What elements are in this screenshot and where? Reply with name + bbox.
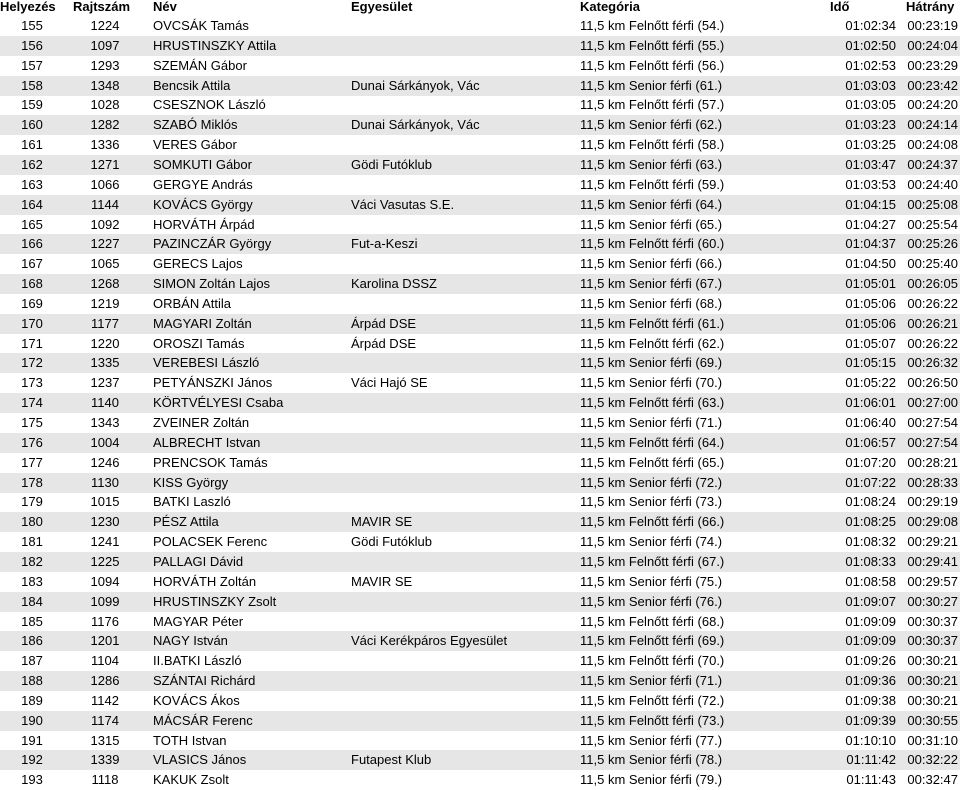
cell-category: 11,5 km Senior férfi (79.)	[580, 772, 723, 788]
cell-gap: 00:31:10	[907, 732, 958, 748]
header-bib: Rajtszám	[73, 0, 131, 14]
cell-category: 11,5 km Felnőtt férfi (63.)	[580, 395, 725, 411]
cell-gap: 00:32:47	[907, 772, 958, 788]
cell-position: 156	[21, 37, 43, 53]
cell-bib: 1348	[90, 77, 120, 93]
cell-name: HRUSTINSZKY Zsolt	[153, 593, 277, 609]
cell-club: Dunai Sárkányok, Vác	[351, 117, 480, 133]
cell-time: 01:08:32	[845, 534, 896, 550]
table-row	[0, 731, 960, 751]
cell-position: 177	[21, 454, 43, 470]
cell-time: 01:09:36	[845, 673, 896, 689]
cell-time: 01:04:37	[845, 236, 896, 252]
cell-club: MAVIR SE	[351, 573, 413, 589]
cell-position: 164	[21, 196, 43, 212]
cell-category: 11,5 km Senior férfi (73.)	[580, 494, 723, 510]
cell-position: 181	[21, 534, 43, 550]
cell-bib: 1282	[90, 117, 120, 133]
cell-club: Gödi Futóklub	[351, 156, 432, 172]
cell-time: 01:08:33	[845, 553, 896, 569]
cell-name: SOMKUTI Gábor	[153, 156, 252, 172]
table-row	[0, 314, 960, 334]
cell-gap: 00:29:08	[907, 514, 958, 530]
cell-bib: 1225	[90, 553, 120, 569]
cell-name: PÉSZ Attila	[153, 514, 219, 530]
cell-bib: 1201	[90, 633, 120, 649]
cell-bib: 1015	[90, 494, 120, 510]
table-row	[0, 651, 960, 671]
cell-bib: 1144	[91, 196, 119, 212]
cell-time: 01:03:03	[845, 77, 896, 93]
cell-position: 190	[21, 712, 43, 728]
cell-bib: 1142	[91, 692, 119, 708]
cell-bib: 1227	[90, 236, 120, 252]
cell-bib: 1118	[91, 772, 119, 788]
cell-position: 155	[21, 18, 43, 33]
cell-bib: 1174	[91, 712, 119, 728]
cell-category: 11,5 km Senior férfi (65.)	[580, 216, 723, 232]
cell-time: 01:08:58	[845, 573, 896, 589]
table-row	[0, 433, 960, 453]
cell-club: Karolina DSSZ	[351, 276, 437, 292]
cell-gap: 00:25:26	[907, 236, 958, 252]
cell-position: 176	[21, 434, 43, 450]
cell-bib: 1343	[90, 415, 120, 430]
table-row	[0, 76, 960, 96]
cell-position: 170	[21, 315, 43, 331]
cell-gap: 00:27:00	[907, 395, 958, 411]
cell-category: 11,5 km Senior férfi (75.)	[580, 573, 723, 589]
cell-gap: 00:26:21	[907, 315, 958, 331]
cell-position: 165	[21, 216, 43, 232]
cell-name: POLACSEK Ferenc	[153, 534, 268, 550]
cell-bib: 1293	[90, 57, 120, 73]
cell-name: PETYÁNSZKI János	[153, 375, 273, 391]
cell-time: 01:09:07	[845, 593, 896, 609]
cell-name: BATKI Laszló	[153, 494, 231, 510]
cell-position: 178	[21, 474, 43, 490]
cell-bib: 1004	[90, 434, 120, 450]
cell-name: ZVEINER Zoltán	[153, 415, 250, 430]
cell-gap: 00:24:08	[907, 137, 958, 153]
cell-category: 11,5 km Felnőtt férfi (61.)	[580, 315, 725, 331]
cell-gap: 00:28:33	[907, 474, 958, 490]
cell-gap: 00:30:21	[907, 692, 958, 708]
cell-name: SZEMÁN Gábor	[153, 57, 247, 73]
cell-bib: 1230	[90, 514, 120, 530]
cell-position: 193	[21, 772, 43, 788]
cell-gap: 00:29:57	[907, 573, 958, 589]
cell-category: 11,5 km Felnőtt férfi (70.)	[580, 653, 725, 669]
cell-gap: 00:23:19	[907, 18, 958, 33]
cell-bib: 1219	[90, 295, 120, 311]
cell-position: 157	[21, 57, 43, 73]
cell-category: 11,5 km Senior férfi (78.)	[580, 752, 723, 768]
cell-position: 186	[21, 633, 43, 649]
cell-bib: 1028	[90, 97, 120, 113]
cell-time: 01:11:43	[846, 772, 896, 788]
cell-name: PALLAGI Dávid	[153, 553, 244, 569]
table-row	[0, 770, 960, 790]
cell-bib: 1104	[91, 653, 119, 669]
table-row	[0, 393, 960, 413]
cell-position: 172	[21, 355, 43, 371]
cell-gap: 00:28:21	[907, 454, 958, 470]
cell-time: 01:07:22	[845, 474, 896, 490]
cell-bib: 1097	[90, 37, 120, 53]
table-row	[0, 631, 960, 651]
cell-category: 11,5 km Senior férfi (76.)	[580, 593, 723, 609]
cell-bib: 1099	[90, 593, 120, 609]
cell-time: 01:09:26	[845, 653, 896, 669]
cell-time: 01:03:05	[845, 97, 896, 113]
cell-gap: 00:30:55	[907, 712, 958, 728]
cell-time: 01:03:47	[845, 156, 896, 172]
cell-gap: 00:29:41	[907, 553, 958, 569]
cell-gap: 00:23:29	[907, 57, 958, 73]
cell-name: TOTH Istvan	[153, 732, 227, 748]
table-row	[0, 135, 960, 155]
cell-position: 158	[21, 77, 43, 93]
cell-name: KAKUK Zsolt	[153, 772, 229, 788]
cell-time: 01:09:39	[845, 712, 896, 728]
cell-time: 01:06:57	[845, 434, 896, 450]
cell-name: KOVÁCS György	[153, 196, 253, 212]
table-row	[0, 16, 960, 36]
table-row	[0, 353, 960, 373]
cell-bib: 1335	[90, 355, 120, 371]
cell-category: 11,5 km Senior férfi (67.)	[580, 276, 723, 292]
cell-name: OVCSÁK Tamás	[153, 18, 249, 33]
cell-gap: 00:25:40	[907, 256, 958, 272]
cell-name: HORVÁTH Zoltán	[153, 573, 257, 589]
table-row	[0, 492, 960, 512]
cell-position: 161	[21, 137, 43, 153]
cell-bib: 1176	[91, 613, 119, 629]
cell-time: 01:02:50	[845, 37, 896, 53]
cell-name: GERECS Lajos	[153, 256, 243, 272]
cell-gap: 00:26:22	[907, 295, 958, 311]
cell-gap: 00:29:21	[907, 534, 958, 550]
cell-time: 01:11:42	[846, 752, 896, 768]
cell-name: CSESZNOK László	[153, 97, 266, 113]
header-time: Idő	[830, 0, 850, 14]
cell-name: MÁCSÁR Ferenc	[153, 712, 253, 728]
cell-time: 01:05:15	[845, 355, 896, 371]
cell-category: 11,5 km Senior férfi (71.)	[580, 673, 723, 689]
cell-position: 163	[21, 176, 43, 192]
cell-category: 11,5 km Felnőtt férfi (67.)	[580, 553, 725, 569]
table-row	[0, 750, 960, 770]
cell-gap: 00:30:37	[907, 633, 958, 649]
table-header	[0, 0, 960, 16]
cell-name: GERGYE András	[153, 176, 253, 192]
cell-time: 01:10:10	[845, 732, 896, 748]
table-row	[0, 254, 960, 274]
cell-position: 183	[21, 573, 43, 589]
cell-club: Fut-a-Keszi	[351, 236, 418, 252]
cell-time: 01:05:22	[845, 375, 896, 391]
cell-category: 11,5 km Felnőtt férfi (72.)	[580, 692, 725, 708]
header-gap: Hátrány	[906, 0, 955, 14]
table-row	[0, 592, 960, 612]
cell-position: 189	[21, 692, 43, 708]
table-row	[0, 195, 960, 215]
table-row	[0, 334, 960, 354]
cell-club: Futapest Klub	[351, 752, 432, 768]
cell-position: 169	[21, 295, 43, 311]
cell-time: 01:09:09	[845, 613, 896, 629]
cell-gap: 00:32:22	[907, 752, 958, 768]
cell-category: 11,5 km Felnőtt férfi (73.)	[580, 712, 725, 728]
cell-category: 11,5 km Senior férfi (62.)	[580, 117, 723, 133]
table-row	[0, 453, 960, 473]
cell-bib: 1220	[90, 335, 120, 351]
cell-category: 11,5 km Senior férfi (72.)	[580, 474, 723, 490]
cell-category: 11,5 km Felnőtt férfi (57.)	[580, 97, 725, 113]
cell-category: 11,5 km Felnőtt férfi (59.)	[580, 176, 725, 192]
cell-time: 01:09:09	[845, 633, 896, 649]
table-row	[0, 691, 960, 711]
cell-name: KOVÁCS Ákos	[153, 692, 240, 708]
table-row	[0, 294, 960, 314]
cell-position: 182	[21, 553, 43, 569]
cell-bib: 1241	[90, 534, 120, 550]
table-row	[0, 155, 960, 175]
cell-bib: 1130	[91, 474, 119, 490]
table-row	[0, 512, 960, 532]
cell-bib: 1092	[90, 216, 120, 232]
cell-gap: 00:23:42	[907, 77, 958, 93]
cell-gap: 00:27:54	[907, 434, 958, 450]
cell-gap: 00:24:04	[907, 37, 958, 53]
cell-category: 11,5 km Felnőtt férfi (58.)	[580, 137, 725, 153]
table-row	[0, 175, 960, 195]
cell-time: 01:04:50	[845, 256, 896, 272]
cell-name: ORBÁN Attila	[153, 295, 232, 311]
cell-bib: 1224	[90, 18, 120, 33]
cell-time: 01:06:01	[845, 395, 896, 411]
cell-category: 11,5 km Felnőtt férfi (56.)	[580, 57, 725, 73]
cell-name: KISS György	[153, 474, 229, 490]
cell-time: 01:07:20	[845, 454, 896, 470]
cell-club: Váci Kerékpáros Egyesület	[351, 633, 508, 649]
cell-time: 01:05:06	[845, 315, 896, 331]
cell-club: Gödi Futóklub	[351, 534, 432, 550]
cell-time: 01:02:34	[845, 18, 896, 33]
cell-category: 11,5 km Senior férfi (64.)	[580, 196, 723, 212]
table-row	[0, 671, 960, 691]
cell-category: 11,5 km Senior férfi (70.)	[580, 375, 723, 391]
cell-time: 01:04:15	[845, 196, 896, 212]
table-row	[0, 413, 960, 433]
table-row	[0, 373, 960, 393]
cell-time: 01:06:40	[845, 415, 896, 430]
cell-position: 188	[21, 673, 43, 689]
cell-name: HRUSTINSZKY Attila	[153, 37, 277, 53]
cell-bib: 1339	[90, 752, 120, 768]
cell-position: 174	[21, 395, 43, 411]
cell-category: 11,5 km Senior férfi (69.)	[580, 355, 723, 371]
cell-name: MAGYARI Zoltán	[153, 315, 252, 331]
cell-gap: 00:26:05	[907, 276, 958, 292]
cell-bib: 1140	[91, 395, 119, 411]
table-row	[0, 36, 960, 56]
cell-gap: 00:27:54	[907, 415, 958, 430]
cell-name: HORVÁTH Árpád	[153, 216, 255, 232]
cell-position: 162	[21, 156, 43, 172]
table-row	[0, 612, 960, 632]
cell-category: 11,5 km Felnőtt férfi (62.)	[580, 335, 725, 351]
cell-category: 11,5 km Senior férfi (61.)	[580, 77, 723, 93]
cell-position: 160	[21, 117, 43, 133]
cell-gap: 00:24:20	[907, 97, 958, 113]
table-row	[0, 215, 960, 235]
cell-club: Váci Hajó SE	[351, 375, 428, 391]
cell-club: Dunai Sárkányok, Vác	[351, 77, 480, 93]
cell-bib: 1268	[90, 276, 120, 292]
cell-time: 01:09:38	[845, 692, 896, 708]
cell-name: MAGYAR Péter	[153, 613, 244, 629]
cell-name: VLASICS János	[153, 752, 247, 768]
cell-bib: 1177	[91, 315, 119, 331]
cell-gap: 00:29:19	[907, 494, 958, 510]
cell-name: PRENCSOK Tamás	[153, 454, 268, 470]
cell-position: 180	[21, 514, 43, 530]
cell-time: 01:03:25	[845, 137, 896, 153]
table-row	[0, 56, 960, 76]
cell-position: 159	[21, 97, 43, 113]
cell-category: 11,5 km Felnőtt férfi (68.)	[580, 613, 725, 629]
table-row	[0, 95, 960, 115]
cell-name: II.BATKI László	[153, 653, 242, 669]
cell-bib: 1065	[90, 256, 120, 272]
cell-name: VERES Gábor	[153, 137, 237, 153]
table-row	[0, 552, 960, 572]
cell-time: 01:03:53	[845, 176, 896, 192]
cell-position: 187	[21, 653, 43, 669]
cell-category: 11,5 km Senior férfi (74.)	[580, 534, 723, 550]
cell-category: 11,5 km Felnőtt férfi (64.)	[580, 434, 725, 450]
cell-position: 179	[21, 494, 43, 510]
cell-gap: 00:30:21	[907, 673, 958, 689]
cell-category: 11,5 km Senior férfi (77.)	[580, 732, 723, 748]
cell-gap: 00:24:37	[907, 156, 958, 172]
cell-gap: 00:26:50	[907, 375, 958, 391]
cell-position: 168	[21, 276, 43, 292]
cell-gap: 00:30:37	[907, 613, 958, 629]
cell-name: SZÁNTAI Richárd	[153, 673, 256, 689]
cell-bib: 1094	[90, 573, 120, 589]
cell-time: 01:08:25	[845, 514, 896, 530]
table-row	[0, 115, 960, 135]
cell-position: 192	[21, 752, 43, 768]
table-row	[0, 532, 960, 552]
cell-bib: 1237	[90, 375, 120, 391]
cell-club: Árpád DSE	[351, 315, 417, 331]
cell-club: MAVIR SE	[351, 514, 413, 530]
cell-category: 11,5 km Felnőtt férfi (69.)	[580, 633, 725, 649]
cell-time: 01:03:23	[845, 117, 896, 133]
cell-time: 01:05:07	[845, 335, 896, 351]
cell-category: 11,5 km Felnőtt férfi (65.)	[580, 454, 725, 470]
cell-position: 167	[21, 256, 43, 272]
table-row	[0, 274, 960, 294]
cell-position: 175	[21, 415, 43, 430]
cell-category: 11,5 km Felnőtt férfi (55.)	[580, 37, 725, 53]
cell-name: NAGY István	[153, 633, 228, 649]
cell-name: ALBRECHT Istvan	[153, 434, 261, 450]
cell-time: 01:08:24	[845, 494, 896, 510]
cell-bib: 1286	[90, 673, 120, 689]
cell-position: 166	[21, 236, 43, 252]
cell-name: SZABÓ Miklós	[153, 117, 238, 133]
cell-category: 11,5 km Felnőtt férfi (60.)	[580, 236, 725, 252]
cell-bib: 1271	[90, 156, 120, 172]
cell-category: 11,5 km Felnőtt férfi (66.)	[580, 514, 725, 530]
cell-bib: 1336	[90, 137, 120, 153]
cell-name: SIMON Zoltán Lajos	[153, 276, 271, 292]
table-row	[0, 473, 960, 493]
cell-bib: 1246	[90, 454, 120, 470]
cell-gap: 00:25:08	[907, 196, 958, 212]
cell-gap: 00:26:22	[907, 335, 958, 351]
cell-time: 01:04:27	[845, 216, 896, 232]
cell-gap: 00:30:21	[907, 653, 958, 669]
cell-category: 11,5 km Senior férfi (66.)	[580, 256, 723, 272]
header-name: Név	[153, 0, 177, 14]
table-row	[0, 234, 960, 254]
cell-time: 01:05:01	[845, 276, 896, 292]
cell-gap: 00:24:40	[907, 176, 958, 192]
header-category: Kategória	[580, 0, 640, 14]
cell-club: Váci Vasutas S.E.	[351, 196, 455, 212]
cell-category: 11,5 km Senior férfi (71.)	[580, 415, 723, 430]
cell-name: PAZINCZÁR György	[153, 236, 272, 252]
table-row	[0, 711, 960, 731]
cell-gap: 00:24:14	[907, 117, 958, 133]
cell-position: 185	[21, 613, 43, 629]
cell-category: 11,5 km Felnőtt férfi (54.)	[580, 18, 725, 33]
cell-gap: 00:25:54	[907, 216, 958, 232]
cell-category: 11,5 km Senior férfi (63.)	[580, 156, 723, 172]
cell-bib: 1315	[90, 732, 120, 748]
cell-bib: 1066	[90, 176, 120, 192]
cell-gap: 00:26:32	[907, 355, 958, 371]
header-club: Egyesület	[351, 0, 413, 14]
cell-club: Árpád DSE	[351, 335, 417, 351]
cell-name: VEREBESI László	[153, 355, 260, 371]
header-position: Helyezés	[0, 0, 56, 14]
cell-name: KÖRTVÉLYESI Csaba	[153, 395, 284, 411]
cell-name: Bencsik Attila	[153, 77, 231, 93]
cell-name: OROSZI Tamás	[153, 335, 245, 351]
table-row	[0, 572, 960, 592]
cell-time: 01:05:06	[845, 295, 896, 311]
cell-position: 171	[21, 335, 43, 351]
cell-gap: 00:30:27	[907, 593, 958, 609]
cell-position: 191	[21, 732, 43, 748]
cell-category: 11,5 km Senior férfi (68.)	[580, 295, 723, 311]
cell-position: 184	[21, 593, 43, 609]
cell-position: 173	[21, 375, 43, 391]
cell-time: 01:02:53	[845, 57, 896, 73]
